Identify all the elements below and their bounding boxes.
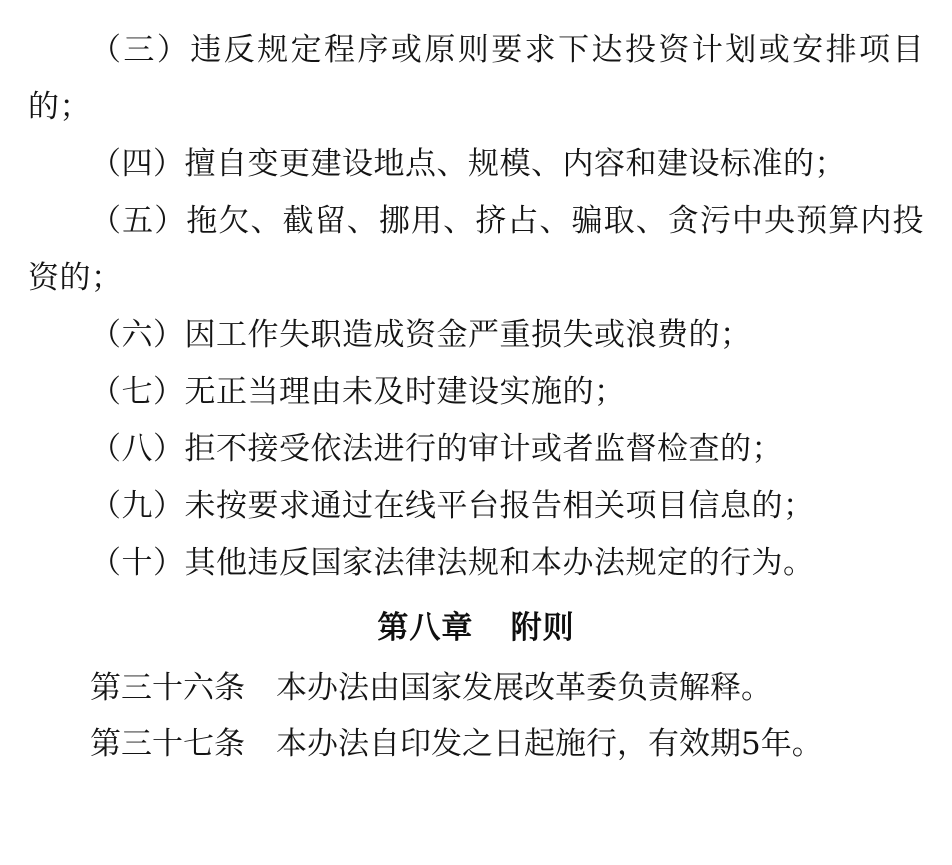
- article-paragraph: [28, 716, 924, 772]
- article-number: 第三十七条: [90, 726, 245, 762]
- list-item: （九）未按要求通过在线平台报告相关项目信息的；: [90, 488, 815, 524]
- list-item: （三）违反规定程序或原则要求下达投资计划或安排项目的；: [28, 32, 924, 125]
- article-number: 第三十六条: [90, 670, 245, 706]
- article-paragraph: [28, 660, 924, 716]
- chapter-label: 第八章: [377, 610, 474, 646]
- list-item: （七）无正当理由未及时建设实施的；: [90, 374, 626, 410]
- list-item: （十）其他违反国家法律法规和本办法规定的行为。: [90, 545, 815, 581]
- list-item: （八）拒不接受依法进行的审计或者监督检查的；: [90, 431, 783, 467]
- list-item: （四）擅自变更建设地点、规模、内容和建设标准的；: [90, 146, 846, 182]
- chapter-heading: [28, 598, 924, 658]
- list-item: （六）因工作失职造成资金严重损失或浪费的；: [90, 317, 752, 353]
- article-text: 本办法自印发之日起施行，有效期5年。: [276, 726, 823, 762]
- article-text: 本办法由国家发展改革委负责解释。: [276, 670, 772, 706]
- list-item: （五）拖欠、截留、挪用、挤占、骗取、贪污中央预算内投资的；: [28, 203, 924, 296]
- chapter-title: 附则: [510, 610, 575, 646]
